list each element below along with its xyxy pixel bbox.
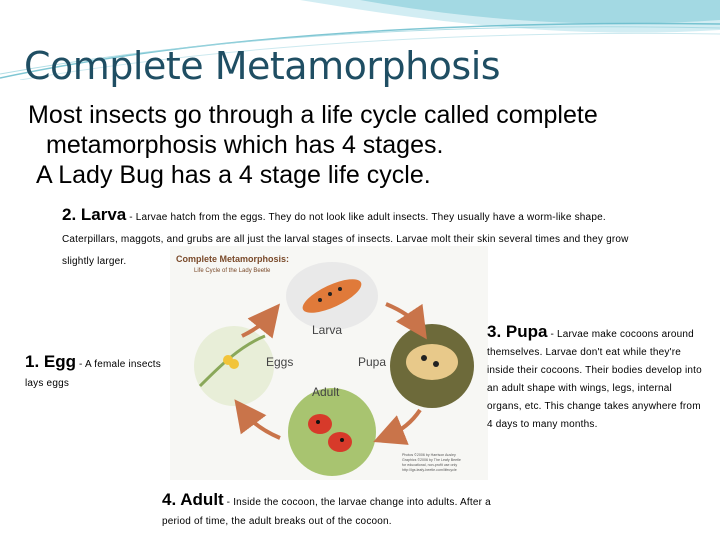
diagram-heading: Complete Metamorphosis: [176,254,290,264]
diagram-label-larva: Larva [312,323,343,337]
arrow-larva-to-pupa [386,304,418,326]
credit-line-4: http://lgs.leafy-beetle.com/lifecycle [402,468,457,472]
larva-photo [286,262,378,330]
stage-egg [25,352,175,392]
arrow-pupa-to-adult [388,410,420,436]
diagram-label-eggs: Eggs [266,355,294,369]
stage-egg-desc: - A female insects lays eggs [25,359,161,389]
credit-line-3: for educational, non-profit use only [402,463,458,467]
stage-pupa-label: 3. Pupa [487,322,548,341]
intro-line-1: Most insects go through a life cycle called complete [28,101,598,129]
stage-pupa-desc: - Larvae make cocoons around themselves. Larvae don't eat while they're inside their cocoons. Their bodies develop into an adult shape with wings, legs, internal organs, etc. This change takes anywhere from 4 days to many months. [487,329,702,430]
diagram-subheading: Life Cycle of the Lady Beetle [194,268,271,274]
adult-photo [288,388,376,476]
stage-larva-label: 2. Larva [62,205,127,224]
credit-line-1: Photos ©2006 by Harrison Ausley [402,453,456,457]
stage-larva-desc: - Larvae hatch from the eggs. They do not look like adult insects. They usually have a worm-like shape. Caterpillars, maggots, and grubs are all just the larval stages of insects. Larvae molt their skin several times and they grow slightly larger. [62,212,629,267]
intro-line-3: A Lady Bug has a 4 stage life cycle. [36,161,431,189]
stage-adult-desc: - Inside the cocoon, the larvae change into adults. After a period of time, the adult breaks out of the cocoon. [162,497,491,527]
stage-egg-label: 1. Egg [25,352,77,371]
eggs-photo [194,326,274,406]
diagram-label-adult: Adult [312,385,340,399]
stage-adult [162,490,492,530]
stage-pupa [487,322,707,432]
intro-text [28,100,708,190]
diagram-label-pupa: Pupa [358,355,387,369]
life-cycle-diagram [170,246,488,480]
pupa-photo [390,324,474,408]
credit-line-2: Graphics ©2006 by The Leafy Beetle [402,458,461,462]
intro-line-2: metamorphosis which has 4 stages. [46,131,444,159]
slide-title: Complete Metamorphosis [24,44,501,88]
arrow-adult-to-eggs [244,412,280,438]
stage-adult-label: 4. Adult [162,490,224,509]
life-cycle-graphic [170,246,488,480]
